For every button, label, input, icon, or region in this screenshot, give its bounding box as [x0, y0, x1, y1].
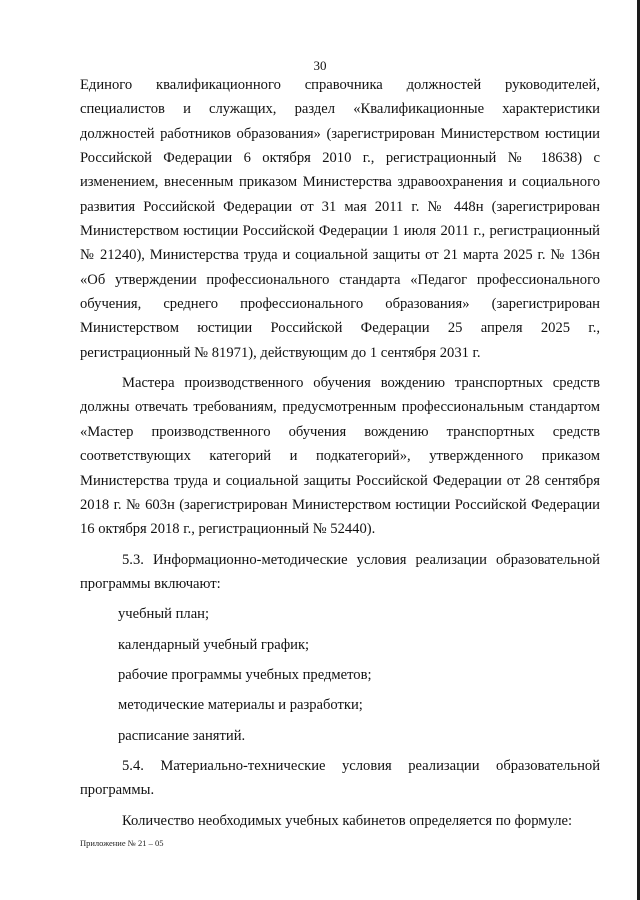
list-item: расписание занятий. [118, 727, 246, 744]
paragraph-driving-instructors: Мастера производственного обучения вождению транспортных средств должны отвечать требованиям, предусмотренным профессиональным стандартом «Мастер производственного обучения вождению транспортных средств соответствующих категорий и подкатегорий», утвержденного приказом Министерства труда и социальной защиты Российской Федерации от 28 сентября 2018 г. № 603н (зарегистрирован Министерством юстиции Российской Федерации 16 октября 2018 г., регистрационный № 52440). [80, 375, 600, 538]
page-number: 30 [313, 58, 327, 73]
paragraph-section-5-3: 5.3. Информационно-методические условия реализации образовательной программы включают: [80, 551, 600, 592]
document-body [80, 73, 600, 833]
paragraph-classroom-formula: Количество необходимых учебных кабинетов определяется по формуле: [122, 812, 573, 829]
paragraph-section-5-4: 5.4. Материально-технические условия реализации образовательной программы. [80, 757, 600, 799]
page-footer: Приложение № 21 – 05 [80, 838, 164, 848]
list-item: методические материалы и разработки; [118, 697, 363, 714]
paragraph-qualification-reference: Единого квалификационного справочника должностей руководителей, специалистов и служащих, раздел «Квалификационные характеристики должностей работников образования» (зарегистрирован Министерством юстиции Российской Федерации 6 октября 2010 г., регистрационный № 18638) с изменением, внесенным приказом Министерства здравоохранения и социального развития Российской Федерации от 31 мая 2011 г. № 448н (зарегистрирован Министерством юстиции Российской Федерации 1 июля 2011 г., регистрационный № 21240), Министерства труда и социальной защиты от 21 марта 2025 г. № 136н «Об утверждении профессионального стандарта «Педагог профессионального обучения, среднего профессионального образования» (зарегистрирован Министерством юстиции Российской Федерации 25 апреля 2025 г., регистрационный № 81971), действующим до 1 сентября 2031 г. [80, 77, 600, 361]
list-item: учебный план; [118, 606, 210, 623]
list-item: рабочие программы учебных предметов; [118, 666, 372, 683]
list-item: календарный учебный график; [118, 636, 310, 653]
